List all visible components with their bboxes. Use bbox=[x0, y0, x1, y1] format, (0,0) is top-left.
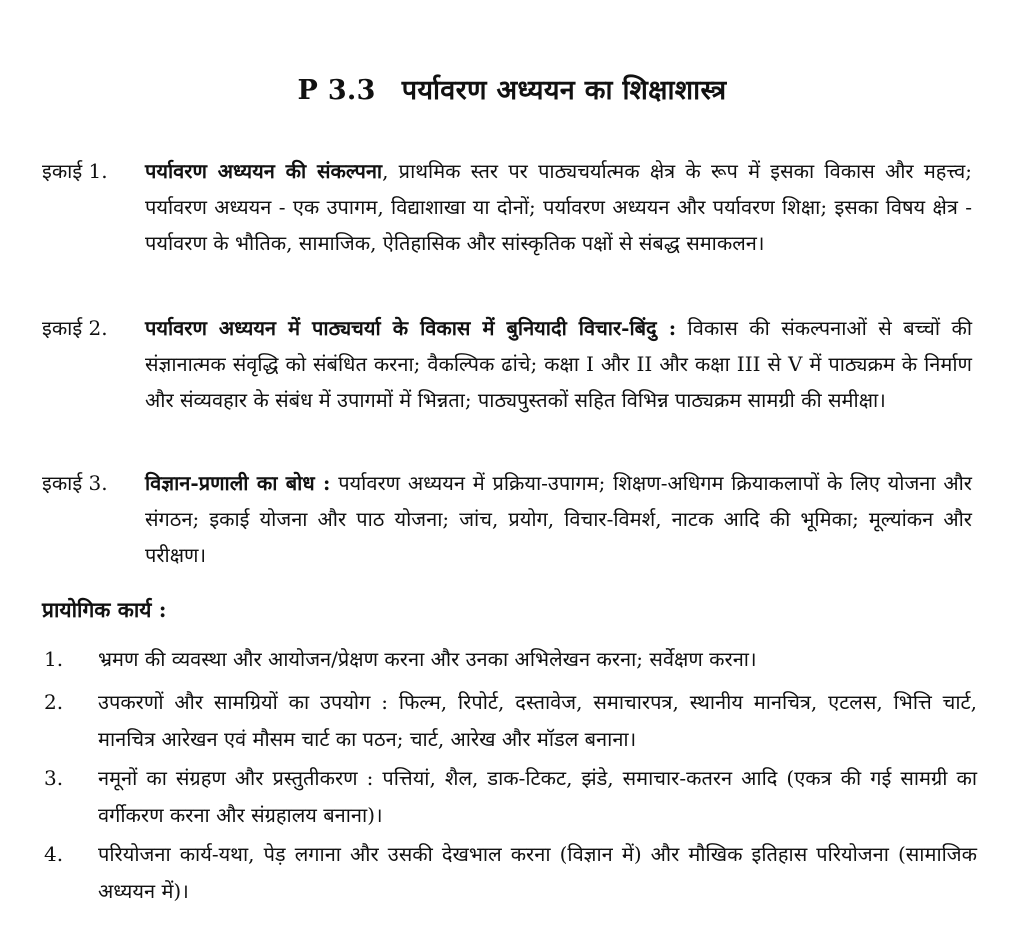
practical-item-number: 2. bbox=[44, 690, 64, 714]
unit-label: इकाई 3. bbox=[42, 471, 108, 495]
unit-heading: पर्यावरण अध्ययन में पाठ्यचर्या के विकास में बुनियादी विचार-बिंदु : bbox=[145, 316, 677, 340]
unit-body: विकास की संकल्पनाओं से बच्चों की संज्ञानात्मक संवृद्धि को संबंधित करना; वैकल्पिक ढांचे; कक्षा I और II और कक्षा III से V में पाठ्यक्रम के निर्माण और संव्यवहार के संबंध में उपागमों में भिन्नता; पाठ्यपुस्तकों सहित विभिन्न पाठ्यक्रम सामग्री की समीक्षा। bbox=[145, 316, 973, 412]
unit-2 bbox=[42, 310, 972, 418]
practical-item-3 bbox=[42, 760, 977, 834]
title-text: पर्यावरण अध्ययन का शिक्षाशास्त्र bbox=[401, 75, 727, 106]
title-code: P 3.3 bbox=[297, 75, 376, 106]
unit-label: इकाई 2. bbox=[42, 316, 108, 340]
unit-3 bbox=[42, 465, 972, 573]
practical-item-number: 1. bbox=[44, 647, 64, 671]
unit-text bbox=[145, 465, 972, 573]
practical-item-2 bbox=[42, 684, 977, 758]
practical-item-number: 4. bbox=[44, 842, 64, 866]
unit-label: इकाई 1. bbox=[42, 159, 108, 183]
practical-item-text: परियोजना कार्य-यथा, पेड़ लगाना और उसकी देखभाल करना (विज्ञान में) और मौखिक इतिहास परियोजना (सामाजिक अध्ययन में)। bbox=[98, 842, 977, 903]
unit-heading: पर्यावरण अध्ययन की संकल्पना bbox=[145, 159, 383, 183]
unit-text bbox=[145, 310, 972, 418]
practical-item-text: नमूनों का संग्रहण और प्रस्तुतीकरण : पत्तियां, शैल, डाक-टिकट, झंडे, समाचार-कतरन आदि (एकत्र की गई सामग्री का वर्गीकरण करना और संग्रहालय बनाना)। bbox=[98, 766, 977, 827]
unit-body: , प्राथमिक स्तर पर पाठ्यचर्यात्मक क्षेत्र के रूप में इसका विकास और महत्त्व; पर्यावरण अध्ययन - एक उपागम, विद्याशाखा या दोनों; पर्यावरण अध्ययन और पर्यावरण शिक्षा; इसका विषय क्षेत्र - पर्यावरण के भौतिक, सामाजिक, ऐतिहासिक और सांस्कृतिक पक्षों से संबद्ध समाकलन। bbox=[145, 159, 972, 255]
practical-item-text: उपकरणों और सामग्रियों का उपयोग : फिल्म, रिपोर्ट, दस्तावेज, समाचारपत्र, स्थानीय मानचित्र, एटलस, भित्ति चार्ट, मानचित्र आरेखन एवं मौसम चार्ट का पठन; चार्ट, आरेख और मॉडल बनाना। bbox=[98, 690, 977, 751]
practical-item-text: भ्रमण की व्यवस्था और आयोजन/प्रेक्षण करना और उनका अभिलेखन करना; सर्वेक्षण करना। bbox=[98, 647, 757, 671]
unit-text bbox=[145, 153, 972, 261]
practical-item-1 bbox=[42, 641, 977, 678]
practical-item-4 bbox=[42, 836, 977, 910]
practical-work-heading: प्रायोगिक कार्य : bbox=[42, 597, 167, 622]
unit-body: पर्यावरण अध्ययन में प्रक्रिया-उपागम; शिक्षण-अधिगम क्रियाकलापों के लिए योजना और संगठन; इकाई योजना और पाठ योजना; जांच, प्रयोग, विचार-विमर्श, नाटक आदि की भूमिका; मूल्यांकन और परीक्षण। bbox=[145, 471, 972, 567]
page-title bbox=[0, 70, 1024, 107]
practical-item-number: 3. bbox=[44, 766, 64, 790]
unit-heading: विज्ञान-प्रणाली का बोध : bbox=[145, 471, 331, 495]
unit-1 bbox=[42, 153, 972, 261]
